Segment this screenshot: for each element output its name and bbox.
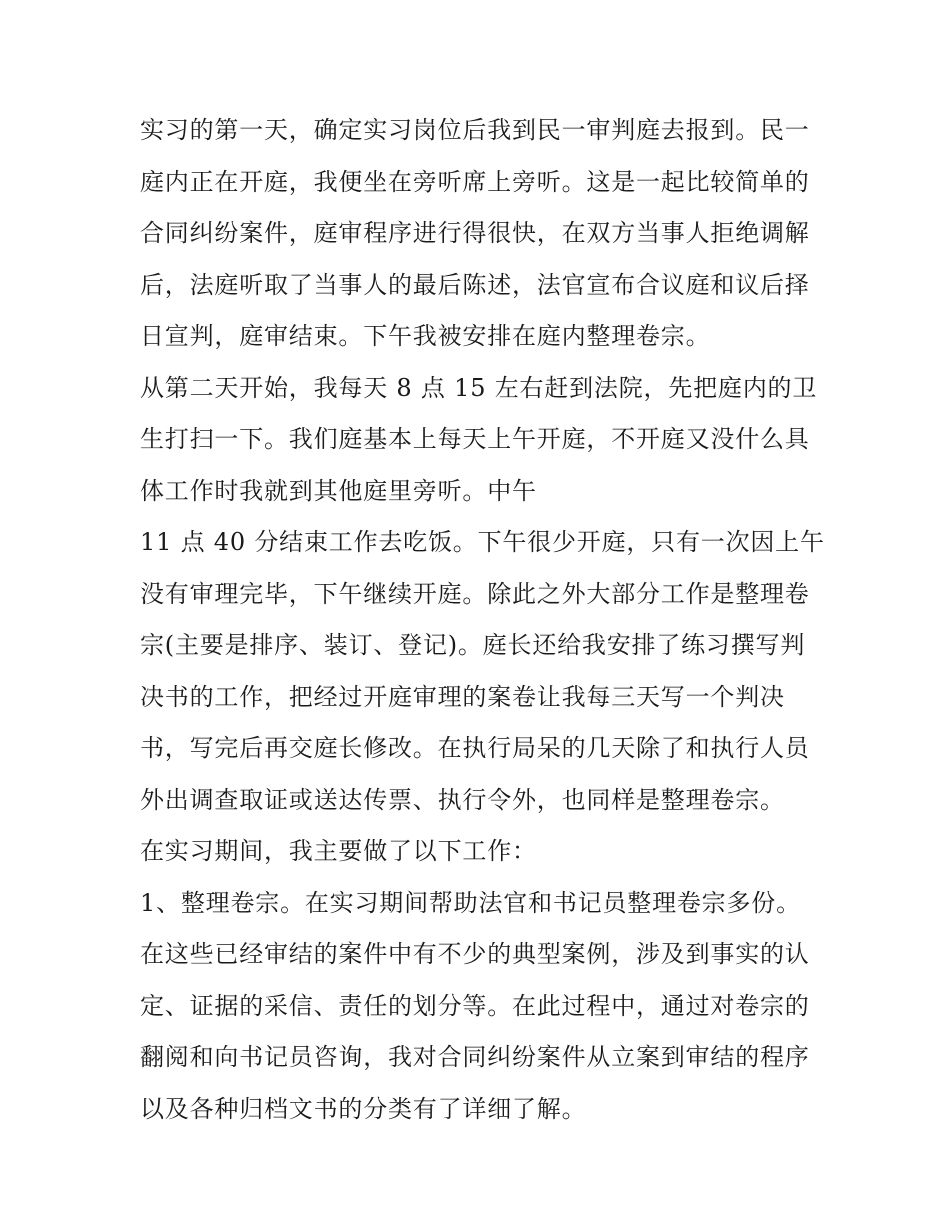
text-line: 实习的第一天，确定实习岗位后我到民一审判庭去报到。民一 <box>140 116 810 144</box>
text-line: 书，写完后再交庭长修改。在执行局呆的几天除了和执行人员 <box>140 734 810 762</box>
text-line: 翻阅和向书记员咨询，我对合同纠纷案件从立案到审结的程序 <box>140 1043 810 1071</box>
text-line: 合同纠纷案件，庭审程序进行得很快，在双方当事人拒绝调解 <box>140 219 810 247</box>
text-line: 日宣判，庭审结束。下午我被安排在庭内整理卷宗。 <box>140 322 711 350</box>
text-line: 后，法庭听取了当事人的最后陈述，法官宣布合议庭和议后择 <box>140 270 810 299</box>
text-line: 在实习期间，我主要做了以下工作： <box>140 837 537 865</box>
text-line: 没有审理完毕，下午继续开庭。除此之外大部分工作是整理卷 <box>140 579 810 608</box>
text-line: 从第二天开始，我每天 8 点 15 左右赶到法院，先把庭内的卫 <box>140 373 818 402</box>
text-line: 庭内正在开庭，我便坐在旁听席上旁听。这是一起比较简单的 <box>140 167 810 196</box>
text-line: 在这些已经审结的案件中有不少的典型案例，涉及到事实的认 <box>140 940 810 968</box>
text-line: 体工作时我就到其他庭里旁听。中午 <box>140 476 537 505</box>
text-line: 定、证据的采信、责任的划分等。在此过程中，通过对卷宗的 <box>140 991 810 1020</box>
text-line: 11 点 40 分结束工作去吃饭。下午很少开庭，只有一次因上午 <box>140 528 825 556</box>
text-line: 1、整理卷宗。在实习期间帮助法官和书记员整理卷宗多份。 <box>140 888 801 917</box>
text-line: 外出调查取证或送达传票、执行令外，也同样是整理卷宗。 <box>140 785 785 814</box>
text-line: 决书的工作，把经过开庭审理的案卷让我每三天写一个判决 <box>140 682 785 711</box>
text-line: 以及各种归档文书的分类有了详细了解。 <box>140 1094 587 1123</box>
body-text <box>140 107 830 1137</box>
text-line: 宗(主要是排序、装订、登记)。庭长还给我安排了练习撰写判 <box>140 631 806 659</box>
text-line: 生打扫一下。我们庭基本上每天上午开庭，不开庭又没什么具 <box>140 425 810 453</box>
